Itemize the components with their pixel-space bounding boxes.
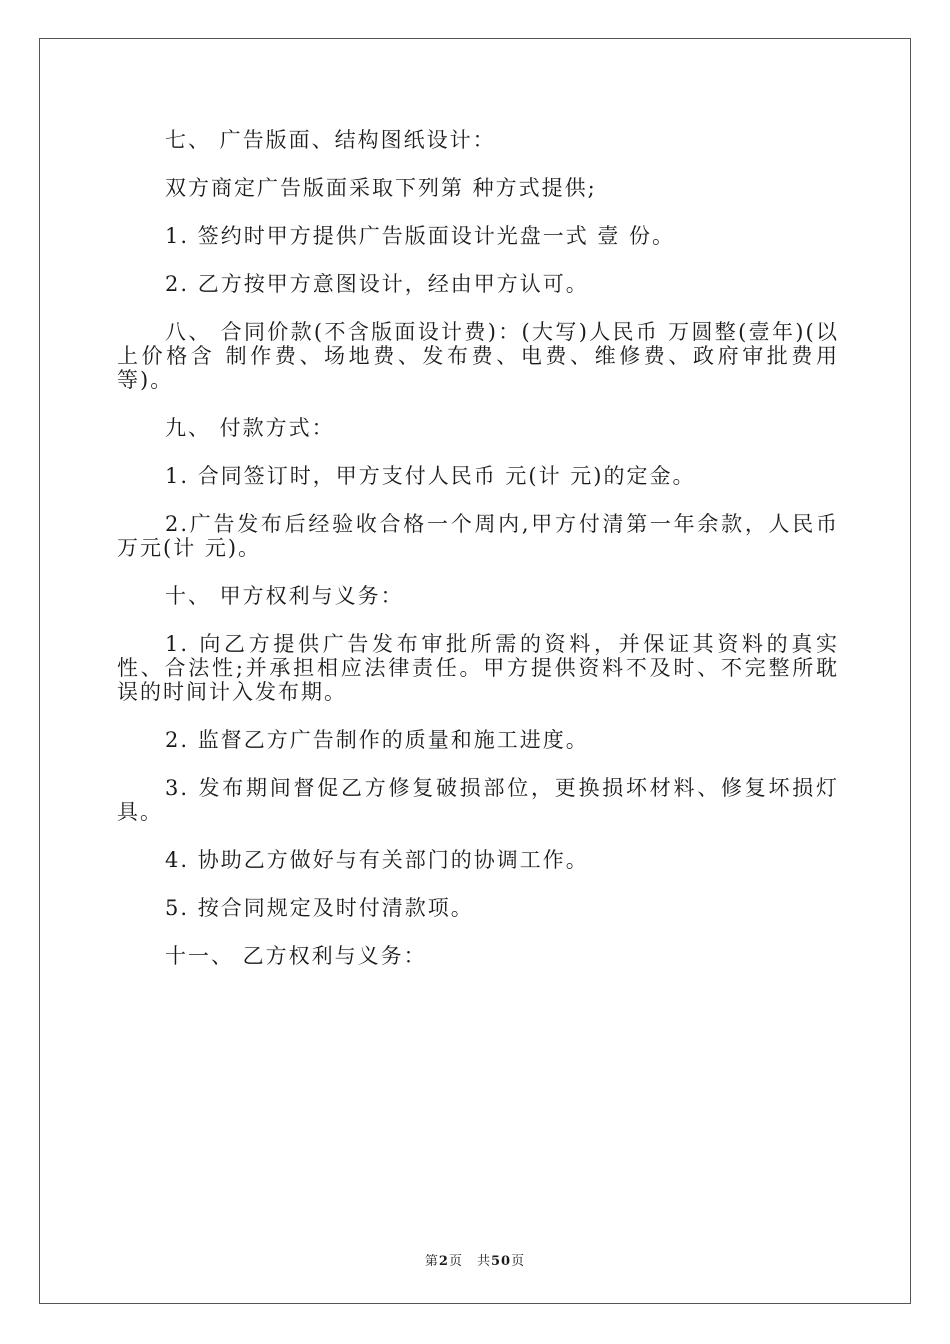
paragraph: 七、 广告版面、结构图纸设计： xyxy=(165,128,496,152)
paragraph: 3. 发布期间督促乙方修复破损部位，更换损坏材料、修复坏损灯具。 xyxy=(117,776,839,824)
paragraph: 1. 签约时甲方提供广告版面设计光盘一式 壹 份。 xyxy=(165,224,676,248)
paragraph: 十、 甲方权利与义务： xyxy=(165,584,404,608)
page-mid: 页 共 xyxy=(448,1254,491,1269)
paragraph: 双方商定广告版面采取下列第 种方式提供; xyxy=(165,176,597,200)
paragraph: 1. 合同签订时，甲方支付人民币 元(计 元)的定金。 xyxy=(165,464,696,488)
page-prefix: 第 xyxy=(424,1254,439,1269)
page-number: 2 xyxy=(438,1254,449,1269)
page-footer xyxy=(0,1250,950,1269)
paragraph: 2.广告发布后经验收合格一个周内,甲方付清第一年余款，人民币 万元(计 元)。 xyxy=(117,512,839,560)
paragraph: 十一、 乙方权利与义务： xyxy=(165,944,427,968)
document-body xyxy=(117,128,839,992)
page-suffix: 页 xyxy=(511,1254,526,1269)
paragraph: 1. 向乙方提供广告发布审批所需的资料，并保证其资料的真实性、合法性;并承担相应法律责任。甲方提供资料不及时、不完整所耽误的时间计入发布期。 xyxy=(117,632,839,704)
paragraph: 八、 合同价款(不含版面设计费)：(大写)人民币 万圆整(壹年)(以上价格含 制作费、场地费、发布费、电费、维修费、政府审批费用等)。 xyxy=(117,320,839,392)
paragraph: 4. 协助乙方做好与有关部门的协调工作。 xyxy=(165,848,589,872)
total-pages: 50 xyxy=(490,1254,512,1269)
paragraph: 5. 按合同规定及时付清款项。 xyxy=(165,896,474,920)
paragraph: 2. 监督乙方广告制作的质量和施工进度。 xyxy=(165,728,589,752)
paragraph: 九、 付款方式： xyxy=(165,416,335,440)
paragraph: 2. 乙方按甲方意图设计，经由甲方认可。 xyxy=(165,272,589,296)
